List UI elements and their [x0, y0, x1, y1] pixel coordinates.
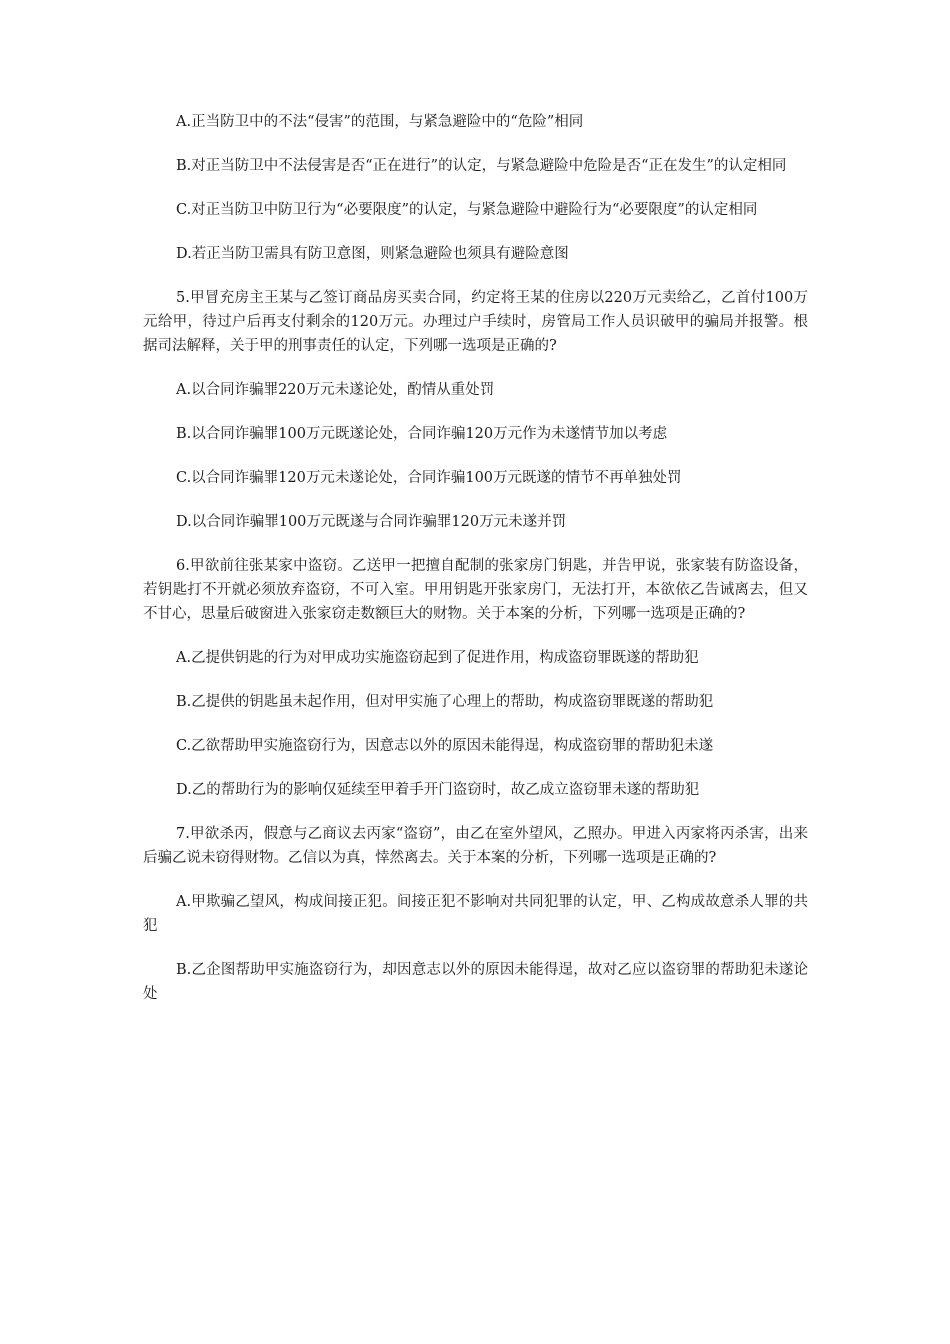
q5-option-b: B.以合同诈骗罪100万元既遂论处，合同诈骗120万元作为未遂情节加以考虑: [176, 426, 668, 442]
q6-stem: 6.甲欲前往张某家中盗窃。乙送甲一把擅自配制的张家房门钥匙，并告甲说，张家装有防盗设备，若钥匙打不开就必须放弃盗窃，不可入室。甲用钥匙开张家房门，无法打开，本欲依乙告诫离去，但又不甘心，思量后破窗进入张家窃走数额巨大的财物。关于本案的分析，下列哪一选项是正确的?: [143, 558, 808, 622]
q5-option-c: C.以合同诈骗罪120万元未遂论处，合同诈骗100万元既遂的情节不再单独处罚: [176, 470, 682, 486]
q6-option-a: A.乙提供钥匙的行为对甲成功实施盗窃起到了促进作用，构成盗窃罪既遂的帮助犯: [176, 650, 699, 666]
q4-option-b: B.对正当防卫中不法侵害是否“正在进行”的认定，与紧急避险中危险是否“正在发生”的认定相同: [176, 158, 787, 174]
q7-option-a: A.甲欺骗乙望风，构成间接正犯。间接正犯不影响对共同犯罪的认定，甲、乙构成故意杀人罪的共犯: [143, 894, 808, 934]
q7-option-b: B.乙企图帮助甲实施盗窃行为，却因意志以外的原因未能得逞，故对乙应以盗窃罪的帮助犯未遂论处: [143, 962, 808, 1002]
q5-option-d: D.以合同诈骗罪100万元既遂与合同诈骗罪120万元未遂并罚: [176, 514, 567, 530]
q5-stem: 5.甲冒充房主王某与乙签订商品房买卖合同，约定将王某的住房以220万元卖给乙，乙首付100万元给甲，待过户后再支付剩余的120万元。办理过户手续时，房管局工作人员识破甲的骗局并报警。根据司法解释，关于甲的刑事责任的认定，下列哪一选项是正确的?: [143, 290, 808, 354]
q6-option-b: B.乙提供的钥匙虽未起作用，但对甲实施了心理上的帮助，构成盗窃罪既遂的帮助犯: [176, 694, 714, 710]
q6-option-d: D.乙的帮助行为的影响仅延续至甲着手开门盗窃时，故乙成立盗窃罪未遂的帮助犯: [176, 782, 700, 798]
q7-stem: 7.甲欲杀丙，假意与乙商议去丙家“盗窃”，由乙在室外望风，乙照办。甲进入丙家将丙杀害，出来后骗乙说未窃得财物。乙信以为真，悻然离去。关于本案的分析，下列哪一选项是正确的?: [143, 826, 808, 866]
q6-option-c: C.乙欲帮助甲实施盗窃行为，因意志以外的原因未能得逞，构成盗窃罪的帮助犯未遂: [176, 738, 714, 754]
q4-option-d: D.若正当防卫需具有防卫意图，则紧急避险也须具有避险意图: [176, 246, 569, 262]
q4-option-c: C.对正当防卫中防卫行为“必要限度”的认定，与紧急避险中避险行为“必要限度”的认定相同: [176, 202, 758, 218]
q4-option-a: A.正当防卫中的不法“侵害”的范围，与紧急避险中的“危险”相同: [176, 114, 584, 130]
document-page: [143, 110, 808, 1026]
q5-option-a: A.以合同诈骗罪220万元未遂论处，酌情从重处罚: [176, 382, 495, 398]
